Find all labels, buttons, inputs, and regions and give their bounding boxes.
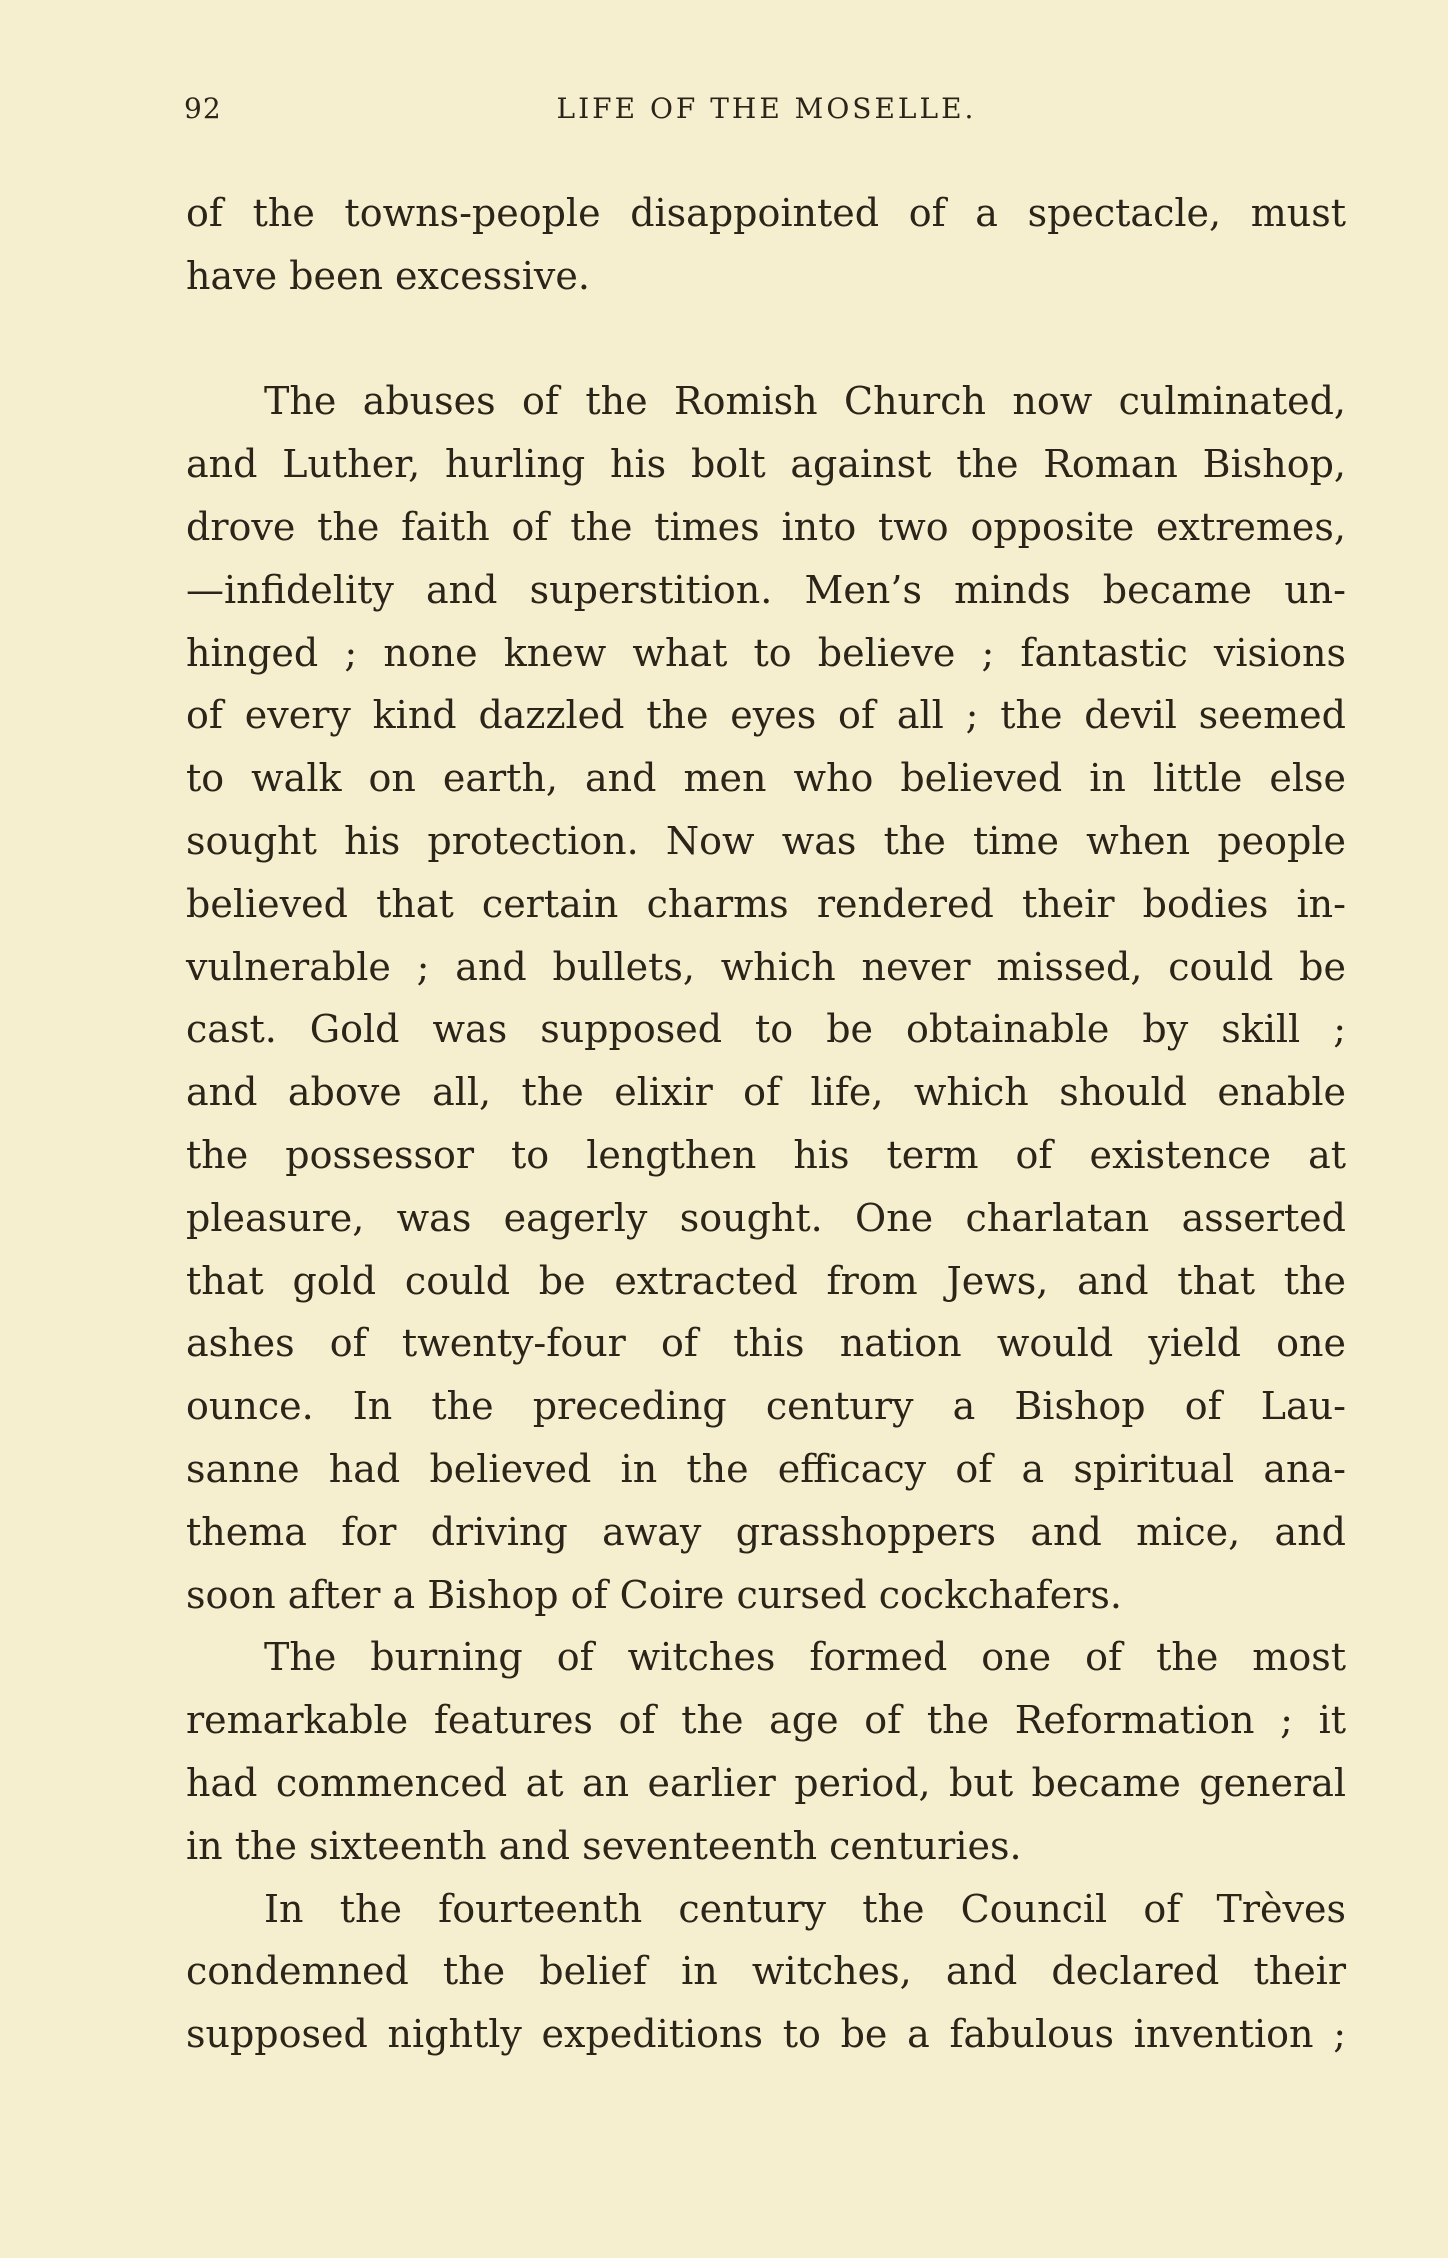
text-line: drove the faith of the times into two opposite extremes, <box>186 504 1346 549</box>
text-line: —infidelity and superstition. Men’s minds became un- <box>186 567 1346 612</box>
paragraph <box>186 1878 1346 2066</box>
text-line: have been excessive. <box>186 253 590 298</box>
running-title: LIFE OF THE MOSELLE. <box>556 92 977 125</box>
text-line: In the fourteenth century the Council of Trèves <box>264 1886 1346 1931</box>
text-line: The abuses of the Romish Church now culminated, <box>264 379 1346 424</box>
text-line: The burning of witches formed one of the most <box>264 1635 1346 1680</box>
text-line: and above all, the elixir of life, which should enable <box>186 1070 1346 1115</box>
page-number: 92 <box>184 92 222 125</box>
text-line: ounce. In the preceding century a Bishop of Lau- <box>186 1384 1346 1429</box>
text-line: of the towns-people disappointed of a spectacle, must <box>186 191 1346 235</box>
text-line: thema for driving away grasshoppers and mice, and <box>186 1509 1346 1554</box>
text-line: hinged ; none knew what to believe ; fantastic visions <box>186 630 1346 675</box>
text-line: that gold could be extracted from Jews, and that the <box>186 1258 1346 1303</box>
body-text <box>186 182 1346 2066</box>
text-line: sanne had believed in the efficacy of a spiritual ana- <box>186 1446 1346 1491</box>
text-line: of every kind dazzled the eyes of all ; the devil seemed <box>186 693 1346 738</box>
paragraph <box>186 370 1346 1626</box>
text-line: ashes of twenty-four of this nation would yield one <box>186 1321 1346 1366</box>
text-line: cast. Gold was supposed to be obtainable by skill ; <box>186 1007 1346 1052</box>
text-line: and Luther, hurling his bolt against the Roman Bishop, <box>186 442 1346 487</box>
paragraph-gap <box>186 308 1346 371</box>
text-line: in the sixteenth and seventeenth centuries. <box>186 1823 1022 1868</box>
page-header <box>184 92 1349 142</box>
paragraph <box>186 182 1346 308</box>
text-line: supposed nightly expeditions to be a fabulous invention ; <box>186 2012 1346 2057</box>
text-line: believed that certain charms rendered their bodies in- <box>186 881 1346 926</box>
text-line: remarkable features of the age of the Reformation ; it <box>186 1698 1346 1743</box>
text-line: had commenced at an earlier period, but became general <box>186 1760 1346 1805</box>
text-line: vulnerable ; and bullets, which never missed, could be <box>186 944 1346 989</box>
text-line: the possessor to lengthen his term of existence at <box>186 1132 1346 1177</box>
text-line: pleasure, was eagerly sought. One charlatan asserted <box>186 1195 1346 1240</box>
text-line: soon after a Bishop of Coire cursed cockchafers. <box>186 1572 1122 1617</box>
text-line: to walk on earth, and men who believed in little else <box>186 756 1346 801</box>
paragraph <box>186 1626 1346 1877</box>
text-line: condemned the belief in witches, and declared their <box>186 1949 1346 1994</box>
text-line: sought his protection. Now was the time when people <box>186 818 1346 863</box>
